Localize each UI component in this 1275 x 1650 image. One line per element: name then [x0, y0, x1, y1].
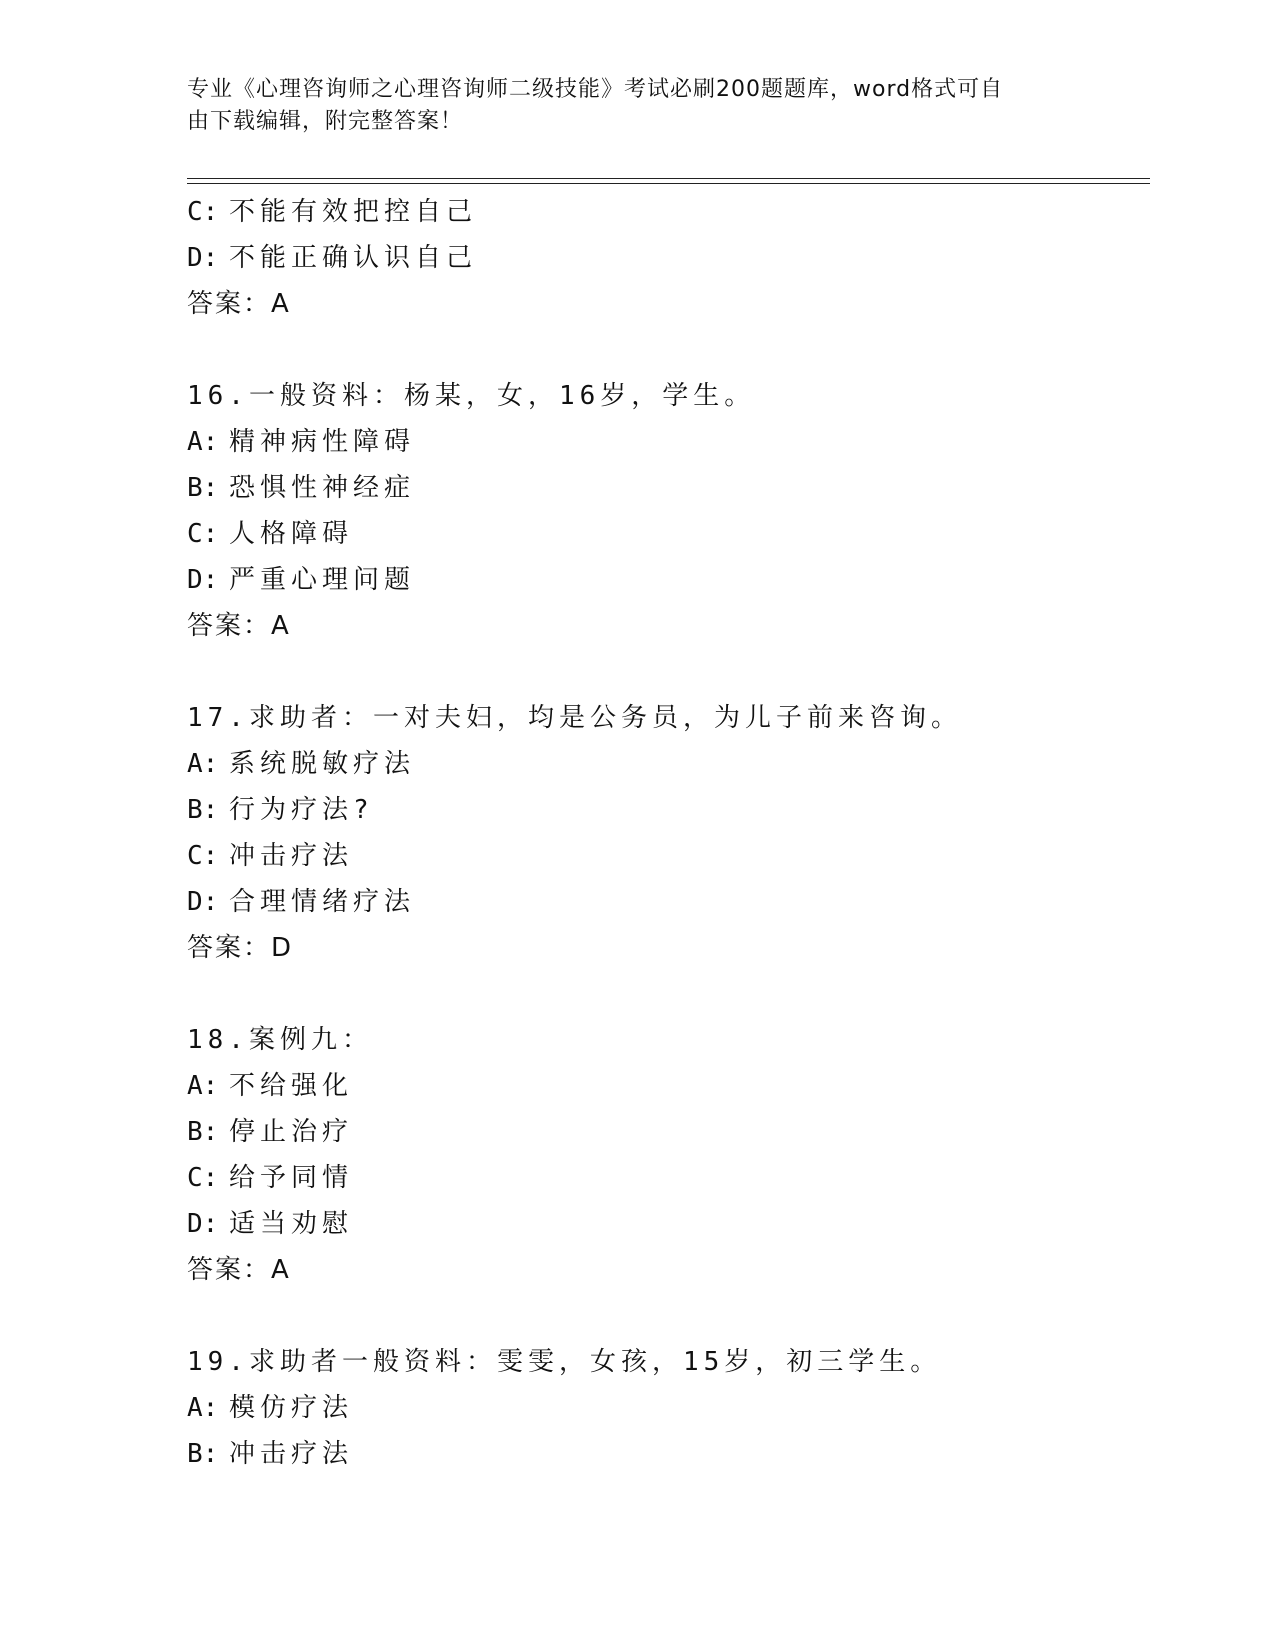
option-d [187, 235, 1147, 281]
option-d [187, 1201, 1147, 1247]
option-letter: A: [187, 1071, 219, 1101]
answer-line: 答案：A [187, 611, 291, 641]
header-divider-bottom [187, 183, 1150, 184]
option-letter: A: [187, 1393, 219, 1423]
option-text: 精神病性障碍 [229, 427, 416, 457]
option-letter: D: [187, 887, 219, 917]
option-a [187, 1063, 1147, 1109]
option-text: 恐惧性神经症 [229, 473, 416, 503]
option-text: 不能正确认识自己 [229, 243, 478, 273]
question-title: 18.案例九： [187, 1025, 373, 1055]
answer-line: 答案：D [187, 933, 294, 963]
option-c [187, 189, 1147, 235]
option-c [187, 511, 1147, 557]
spacer [187, 327, 1147, 373]
option-b [187, 1109, 1147, 1155]
option-d [187, 557, 1147, 603]
question-title: 16.一般资料：杨某，女，16岁，学生。 [187, 381, 756, 411]
answer-line: 答案：A [187, 289, 291, 319]
question-title: 17.求助者：一对夫妇，均是公务员，为儿子前来咨询。 [187, 703, 962, 733]
option-letter: B: [187, 473, 219, 503]
option-a [187, 419, 1147, 465]
header-line-1: 专业《心理咨询师之心理咨询师二级技能》考试必刷200题题库，word格式可自 [187, 77, 1004, 102]
option-letter: C: [187, 519, 219, 549]
option-a [187, 741, 1147, 787]
option-text: 不给强化 [229, 1071, 354, 1101]
option-text: 模仿疗法 [229, 1393, 354, 1423]
option-c [187, 833, 1147, 879]
option-text: 严重心理问题 [229, 565, 416, 595]
spacer [187, 649, 1147, 695]
option-letter: C: [187, 1163, 219, 1193]
option-text: 冲击疗法 [229, 1439, 354, 1469]
option-text: 行为疗法? [229, 795, 374, 825]
option-letter: C: [187, 841, 219, 871]
question-title: 19.求助者一般资料：雯雯，女孩，15岁，初三学生。 [187, 1347, 942, 1377]
option-text: 不能有效把控自己 [229, 197, 478, 227]
spacer [187, 971, 1147, 1017]
option-b [187, 465, 1147, 511]
answer-line: 答案：A [187, 1255, 291, 1285]
option-text: 给予同情 [229, 1163, 354, 1193]
option-text: 冲击疗法 [229, 841, 354, 871]
option-d [187, 879, 1147, 925]
option-text: 合理情绪疗法 [229, 887, 416, 917]
spacer [187, 1293, 1147, 1339]
option-b [187, 787, 1147, 833]
option-text: 适当劝慰 [229, 1209, 354, 1239]
option-letter: D: [187, 1209, 219, 1239]
option-letter: B: [187, 1439, 219, 1469]
option-letter: C: [187, 197, 219, 227]
option-text: 系统脱敏疗法 [229, 749, 416, 779]
header-line-2: 由下载编辑，附完整答案！ [187, 109, 464, 134]
option-text: 人格障碍 [229, 519, 354, 549]
question-list [187, 189, 1147, 1477]
option-letter: D: [187, 243, 219, 273]
option-letter: D: [187, 565, 219, 595]
header-divider-top [187, 178, 1150, 179]
option-letter: A: [187, 427, 219, 457]
option-c [187, 1155, 1147, 1201]
option-text: 停止治疗 [229, 1117, 354, 1147]
option-letter: B: [187, 795, 219, 825]
document-header [187, 74, 1067, 138]
option-letter: B: [187, 1117, 219, 1147]
option-letter: A: [187, 749, 219, 779]
option-a [187, 1385, 1147, 1431]
option-b [187, 1431, 1147, 1477]
